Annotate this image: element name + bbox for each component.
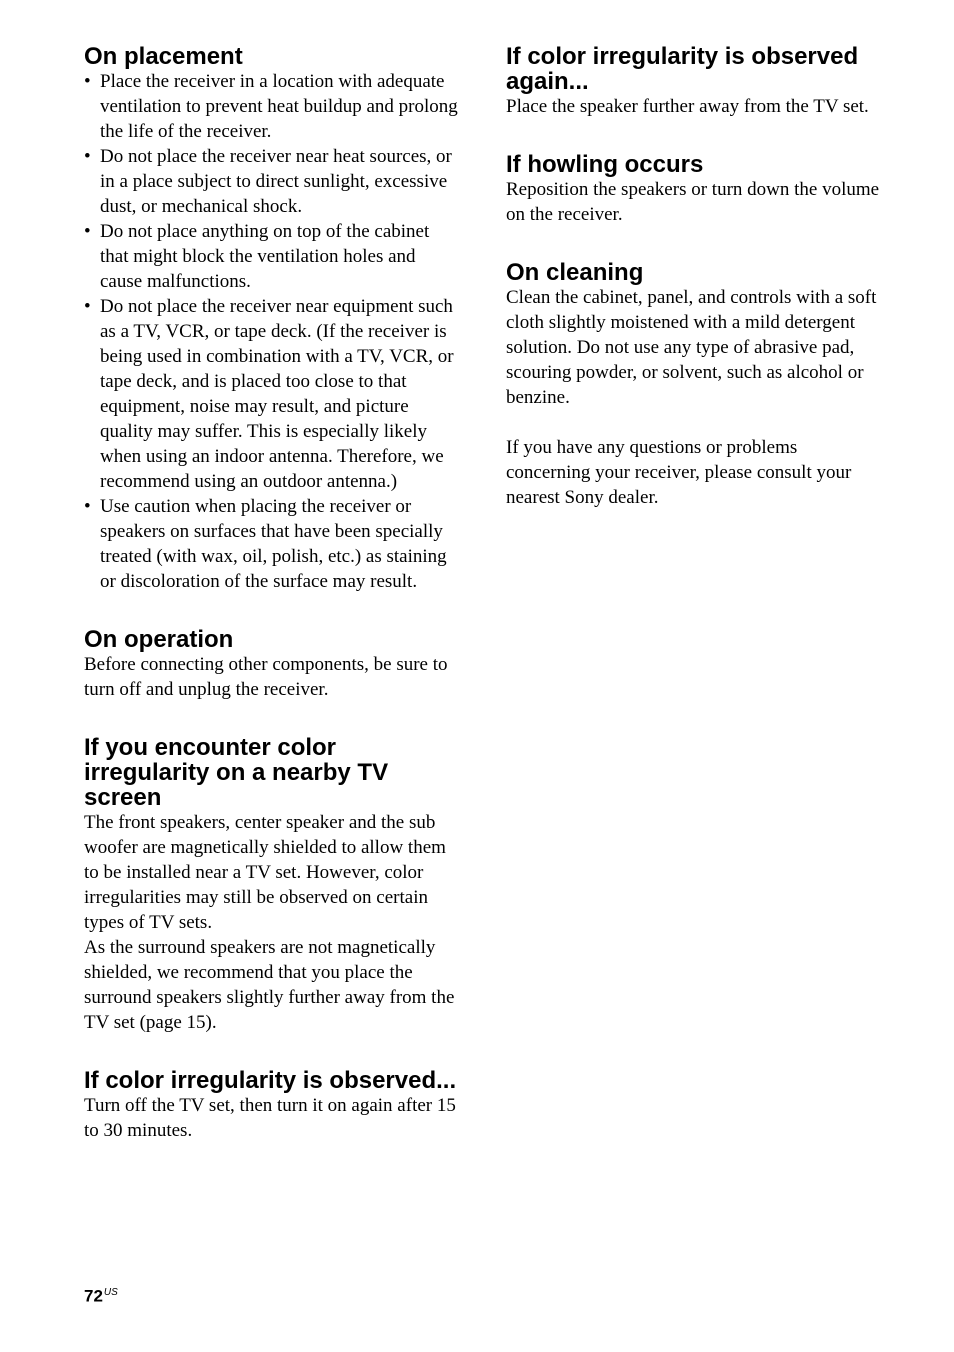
heading-irregularity-observed-again: If color irregularity is observed again... [506,43,859,95]
heading-howling: If howling occurs [506,151,704,178]
heading-on-cleaning: On cleaning [506,259,644,286]
heading-irregularity-observed: If color irregularity is observed... [84,1067,457,1094]
heading-on-operation: On operation [84,626,234,653]
page-number-value: 72 [84,1286,103,1306]
irregularity-observed-body: Turn off the TV set, then turn it on again after 15 to 30 minutes. [84,1095,456,1141]
placement-bullet [84,294,462,494]
placement-bullet-text: Place the receiver in a location with adequate ventilation to prevent heat buildup and prolong the life of the receiver. [100,71,458,142]
bullet-icon: • [84,146,91,167]
page-number [84,1283,118,1307]
section-color-irregularity [84,735,462,1035]
irregularity-observed-again-body: Place the speaker further away from the TV set. [506,96,869,117]
right-column [506,44,886,543]
paragraph-gap [506,410,886,435]
page-region-label: US [103,1287,118,1298]
placement-bullet [84,144,462,219]
section-on-cleaning [506,260,886,510]
placement-bullet-text: Do not place the receiver near heat sources, or in a place subject to direct sunlight, excessive dust, or mechanical shock. [100,146,452,217]
section-howling [506,152,886,227]
section-irregularity-observed-again [506,44,886,119]
bullet-icon: • [84,496,91,517]
heading-on-placement: On placement [84,43,243,70]
bullet-icon: • [84,296,91,317]
left-column [84,44,462,1176]
placement-bullet-list [84,69,462,594]
placement-bullet [84,69,462,144]
color-irregularity-body-1: The front speakers, center speaker and the sub woofer are magnetically shielded to allow them to be installed near a TV set. However, color irregularities may still be observed on certain types of TV sets. [84,812,446,933]
bullet-icon: • [84,221,91,242]
bullet-icon: • [84,71,91,92]
cleaning-body-2: If you have any questions or problems concerning your receiver, please consult your nearest Sony dealer. [506,437,852,508]
placement-bullet-text: Do not place the receiver near equipment such as a TV, VCR, or tape deck. (If the receiver is being used in combination with a TV, VCR, or tape deck, and is placed too close to that equipment, noise may result, and picture quality may suffer. This is especially likely when using an indoor antenna. Therefore, we recommend using an outdoor antenna.) [100,296,454,492]
placement-bullet-text: Use caution when placing the receiver or speakers on surfaces that have been specially treated (with wax, oil, polish, etc.) as staining or discoloration of the surface may result. [100,496,447,592]
operation-body: Before connecting other components, be sure to turn off and unplug the receiver. [84,654,448,700]
section-on-operation [84,627,462,702]
placement-bullet-text: Do not place anything on top of the cabinet that might block the ventilation holes and cause malfunctions. [100,221,430,292]
howling-body: Reposition the speakers or turn down the volume on the receiver. [506,179,880,225]
color-irregularity-body-2: As the surround speakers are not magnetically shielded, we recommend that you place the surround speakers slightly further away from the TV set (page 15). [84,937,455,1033]
placement-bullet [84,219,462,294]
placement-bullet [84,494,462,594]
section-irregularity-observed [84,1068,462,1143]
heading-color-irregularity: If you encounter color irregularity on a nearby TV screen [84,734,389,811]
section-on-placement [84,44,462,594]
cleaning-body-1: Clean the cabinet, panel, and controls with a soft cloth slightly moistened with a mild detergent solution. Do not use any type of abrasive pad, scouring powder, or solvent, such as alcohol or benzine. [506,287,877,408]
